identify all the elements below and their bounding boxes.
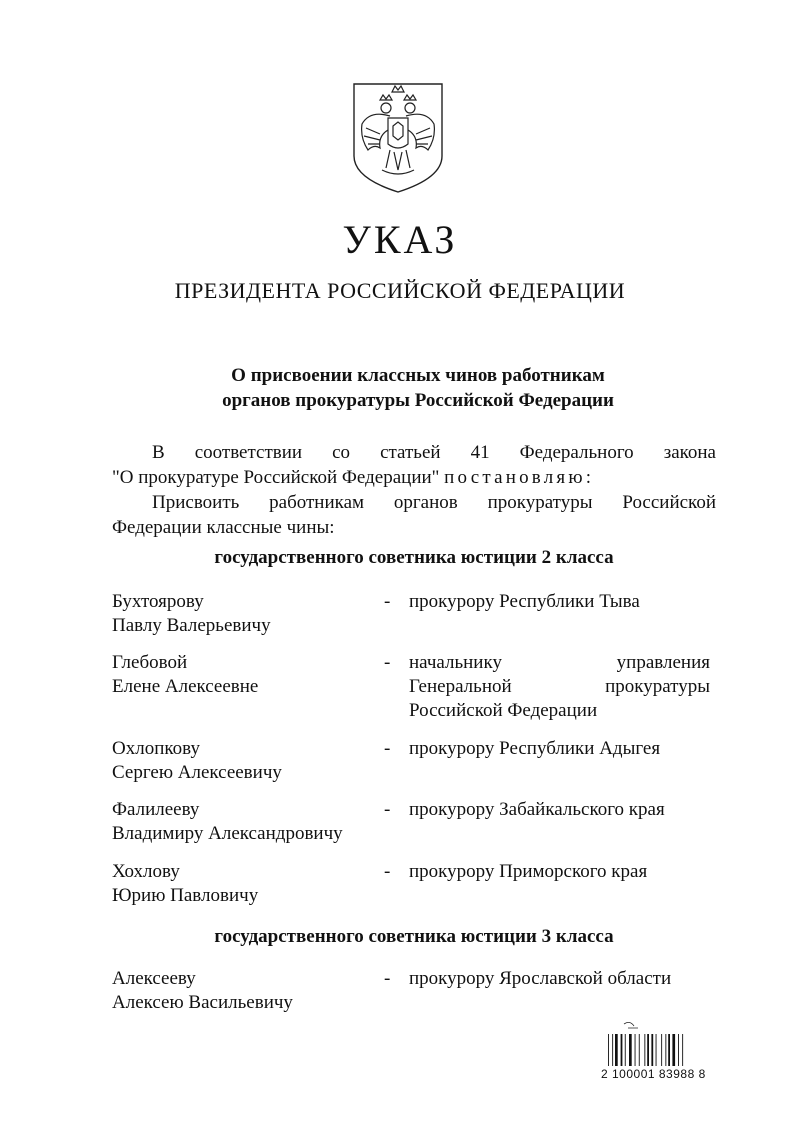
dash: - — [384, 652, 391, 673]
barcode-bar — [612, 1034, 613, 1066]
recipient-position: прокурору Забайкальского края — [409, 799, 665, 820]
recipient-surname: Бухтоярову — [112, 591, 204, 612]
barcode-bar — [625, 1034, 626, 1066]
dash: - — [384, 968, 391, 989]
barcode-bar — [621, 1034, 623, 1066]
barcode-bar — [665, 1034, 666, 1066]
barcode-number: 2 100001 83988 8 — [601, 1067, 706, 1081]
dash: - — [384, 861, 391, 882]
decree-heading — [118, 363, 718, 413]
decree-heading-line: О присвоении классных чинов работникам — [231, 365, 605, 386]
barcode-bar — [682, 1034, 683, 1066]
recipient-given-name: Юрию Павловичу — [112, 885, 259, 906]
decree-subtitle: ПРЕЗИДЕНТА РОССИЙСКОЙ ФЕДЕРАЦИИ — [174, 278, 626, 303]
barcode-bar — [608, 1034, 609, 1066]
position-line: Генеральной прокуратуры — [409, 676, 710, 697]
barcode-bar — [647, 1034, 649, 1066]
section-title: государственного советника юстиции 2 класса — [214, 547, 614, 568]
resolve-word: постановляю: — [444, 467, 595, 488]
recipient-name — [112, 590, 372, 638]
recipient-name — [112, 967, 372, 1015]
preamble-line — [112, 465, 716, 490]
barcode-bar — [651, 1034, 653, 1066]
dash: - — [384, 799, 391, 820]
barcode-bar — [615, 1034, 618, 1066]
law-reference: "О прокуратуре Российской Федерации" — [112, 467, 445, 488]
barcode-bar — [629, 1034, 632, 1066]
position-line: начальнику управления — [409, 652, 710, 673]
preamble-line: Федерации классные чины: — [112, 517, 335, 538]
preamble-line: Присвоить работникам органов прокуратуры Российской — [152, 492, 716, 513]
decree-heading-line: органов прокуратуры Российской Федерации — [222, 390, 614, 411]
recipient-given-name: Елене Алексеевне — [112, 676, 259, 697]
recipient-surname: Фалилееву — [112, 799, 200, 820]
recipient-surname: Хохлову — [112, 861, 180, 882]
recipient-name — [112, 737, 372, 785]
recipient-surname: Глебовой — [112, 652, 188, 673]
recipient-position — [409, 651, 710, 723]
barcode-bar — [661, 1034, 662, 1066]
coat-of-arms-icon — [350, 78, 446, 196]
preamble — [112, 440, 716, 540]
dash: - — [384, 591, 391, 612]
barcode-bar — [635, 1034, 636, 1066]
recipient-position: прокурору Ярославской области — [409, 968, 672, 989]
decree-title: УКАЗ — [342, 217, 458, 262]
barcode-bar — [656, 1034, 657, 1066]
recipient-name — [112, 860, 372, 908]
barcode-bar — [639, 1034, 640, 1066]
position-line: Российской Федерации — [409, 700, 598, 721]
recipient-position: прокурору Приморского края — [409, 861, 648, 882]
dash: - — [384, 738, 391, 759]
section-title: государственного советника юстиции 3 класса — [214, 926, 614, 947]
preamble-line: В соответствии со статьей 41 Федерального закона — [152, 442, 716, 463]
recipient-position: прокурору Республики Адыгея — [409, 738, 661, 759]
barcode-bar — [668, 1034, 670, 1066]
recipient-name — [112, 798, 372, 846]
barcode-bar — [644, 1034, 645, 1066]
recipient-given-name: Алексею Васильевичу — [112, 992, 293, 1013]
recipient-position: прокурору Республики Тыва — [409, 591, 640, 612]
recipient-given-name: Сергею Алексеевичу — [112, 762, 282, 783]
recipient-name — [112, 651, 372, 699]
recipient-given-name: Павлу Валерьевичу — [112, 615, 271, 636]
recipient-given-name: Владимиру Александровичу — [112, 823, 343, 844]
recipient-surname: Алексееву — [112, 968, 196, 989]
barcode-bar — [678, 1034, 679, 1066]
recipient-surname: Охлопкову — [112, 738, 200, 759]
barcode-bar — [672, 1034, 675, 1066]
